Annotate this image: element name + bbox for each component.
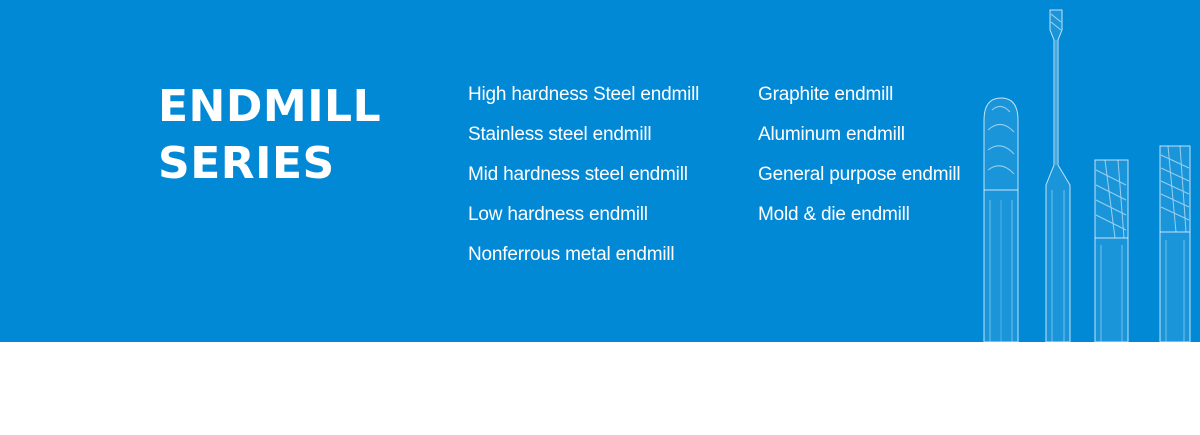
category-link-general-purpose[interactable]: General purpose endmill xyxy=(758,164,961,185)
category-link-low-hardness[interactable]: Low hardness endmill xyxy=(468,204,648,225)
endmill-illustration xyxy=(970,0,1200,342)
category-link-mid-hardness-steel[interactable]: Mid hardness steel endmill xyxy=(468,164,688,185)
category-list-column-1 xyxy=(468,80,748,280)
title-line-1: ENDMILL xyxy=(158,81,382,132)
multi-flute-endmill-icon xyxy=(1160,146,1190,342)
endmill-illustration-svg xyxy=(970,0,1200,342)
square-endmill-icon xyxy=(1095,160,1128,342)
title-line-2: SERIES xyxy=(158,138,335,189)
long-neck-endmill-icon xyxy=(1046,10,1070,342)
category-link-stainless-steel[interactable]: Stainless steel endmill xyxy=(468,124,652,145)
ball-endmill-icon xyxy=(984,98,1018,342)
page-body-blank xyxy=(0,342,1200,435)
category-link-high-hardness-steel[interactable]: High hardness Steel endmill xyxy=(468,84,700,105)
category-link-aluminum[interactable]: Aluminum endmill xyxy=(758,124,905,145)
category-list-column-2 xyxy=(758,80,998,240)
category-link-nonferrous-metal[interactable]: Nonferrous metal endmill xyxy=(468,244,675,265)
category-link-mold-die[interactable]: Mold & die endmill xyxy=(758,204,910,225)
page-title xyxy=(158,78,381,192)
category-link-graphite[interactable]: Graphite endmill xyxy=(758,84,894,105)
